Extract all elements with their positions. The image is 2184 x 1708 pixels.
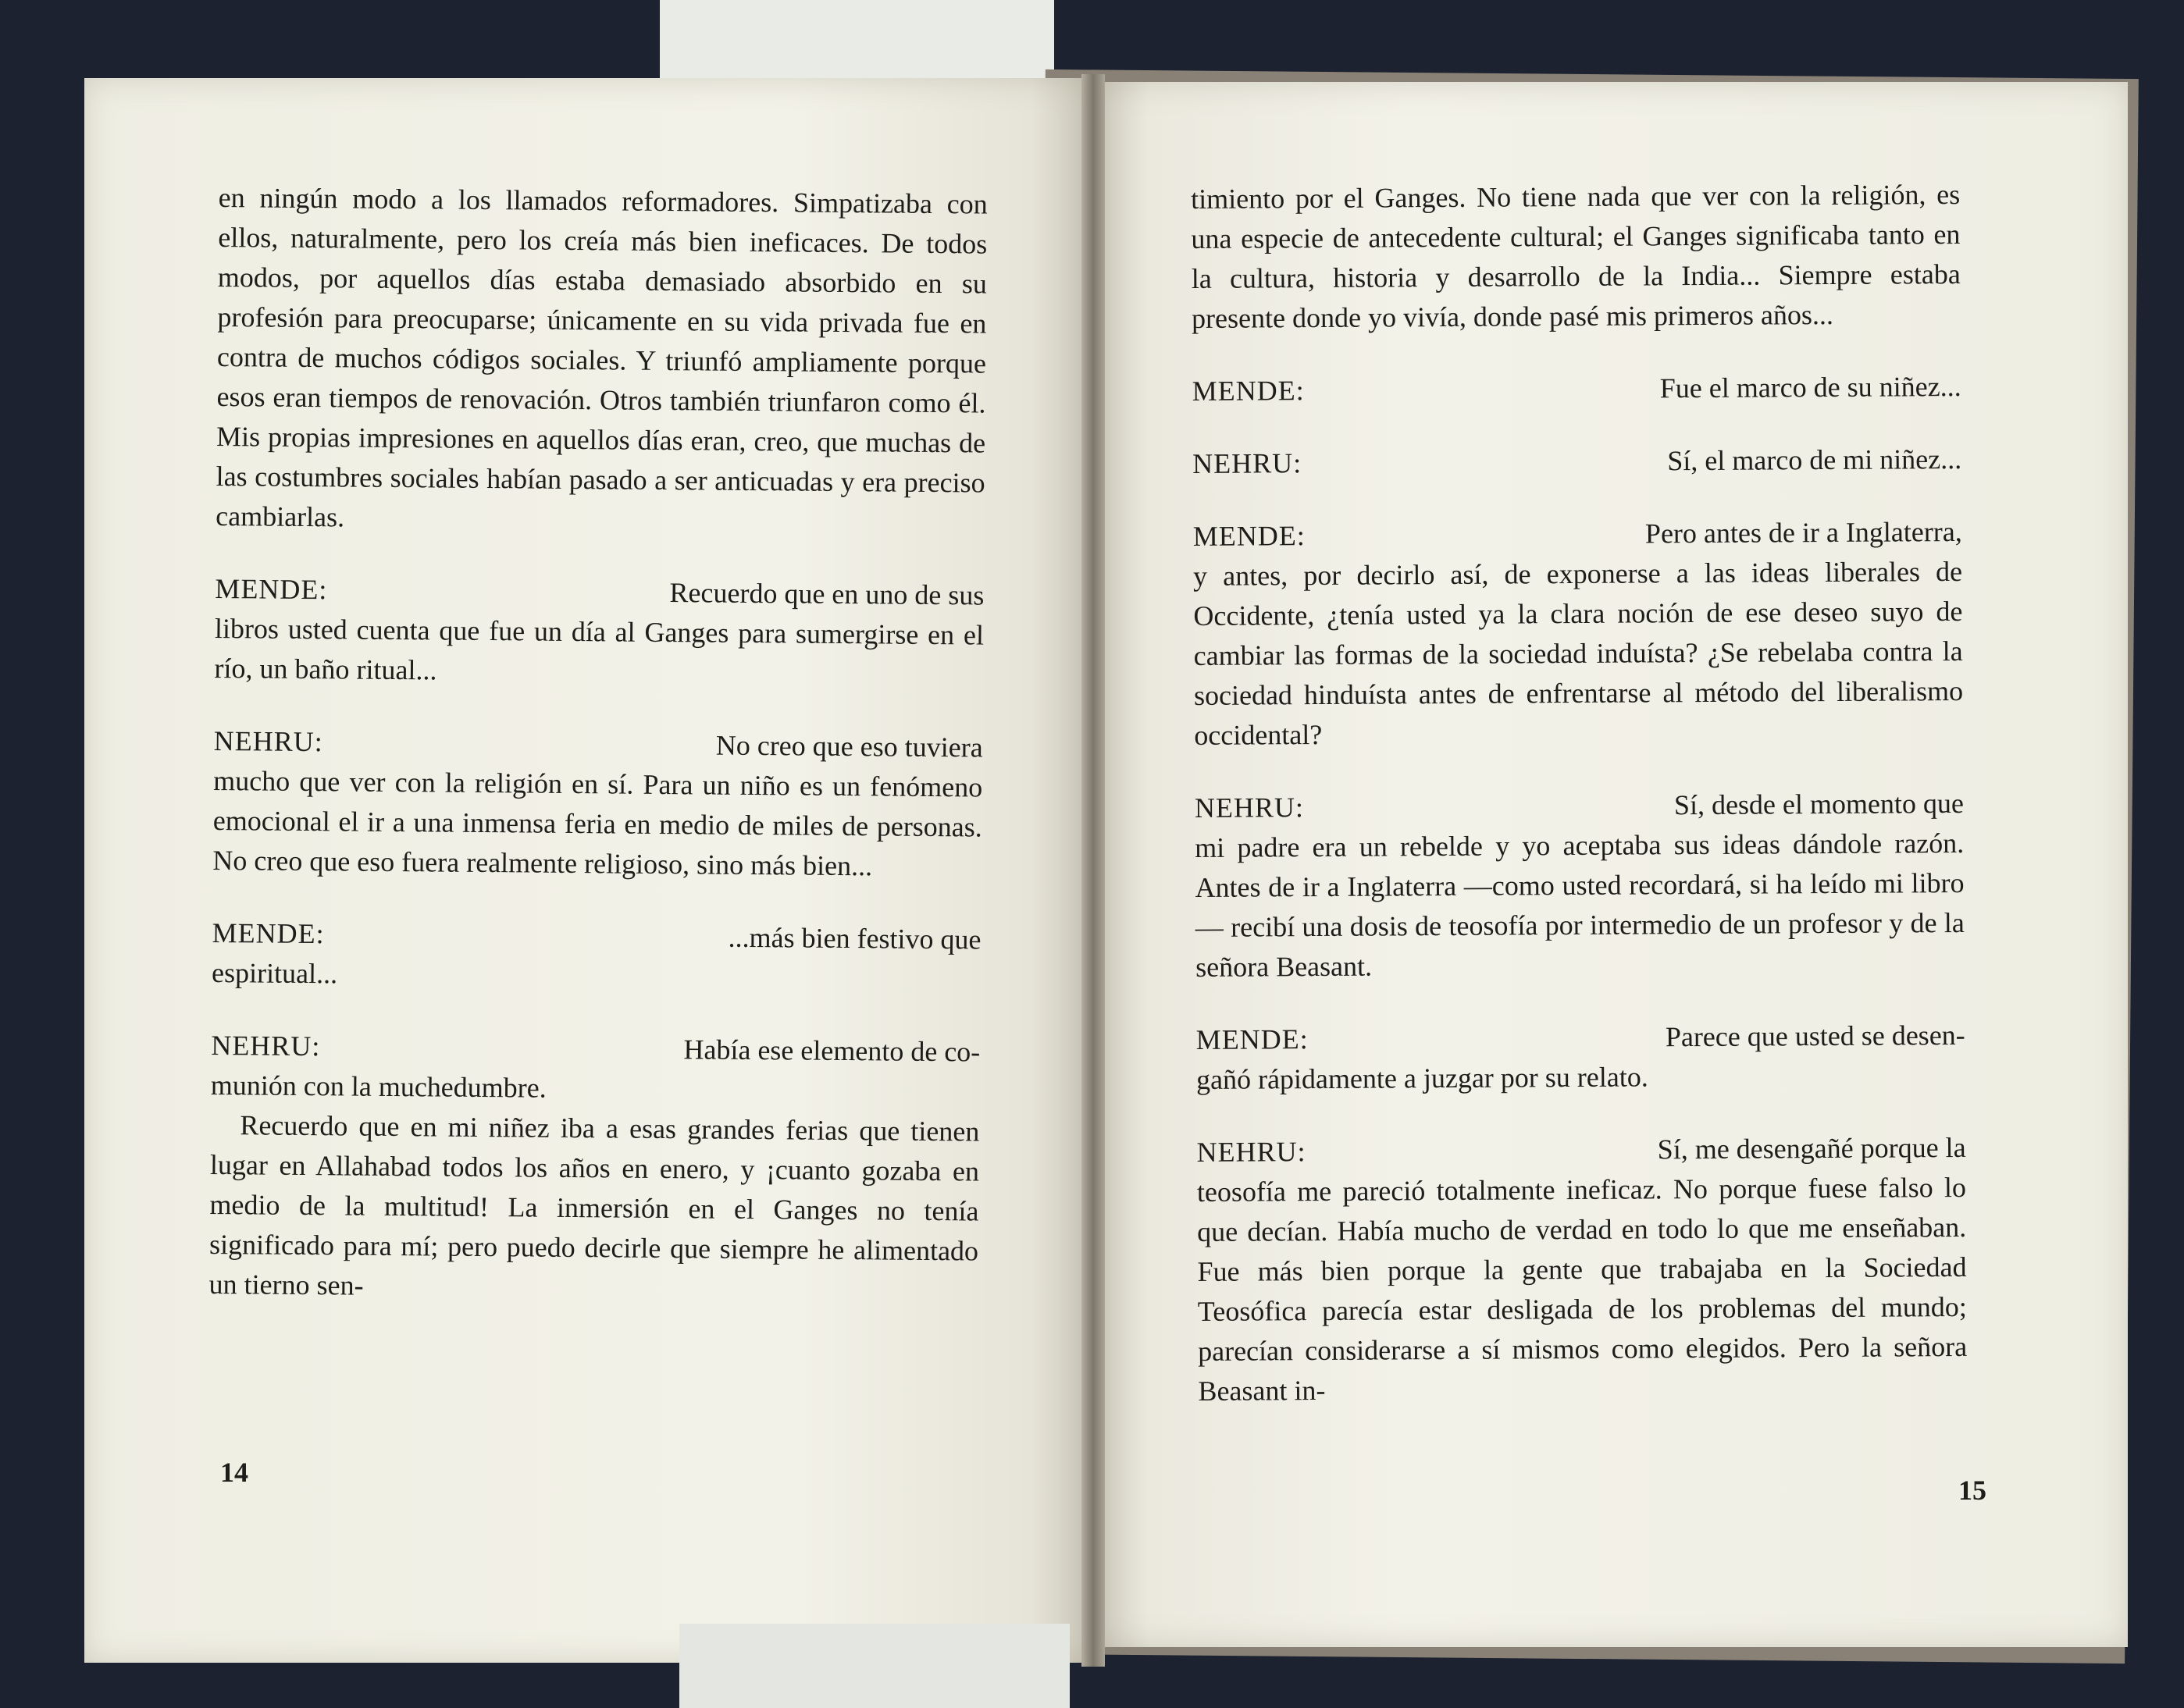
dialogue-first-line: No creo que eso tuviera xyxy=(715,729,983,763)
dialogue-block xyxy=(1192,439,1961,484)
book-spine xyxy=(1081,74,1105,1667)
dialogue-first-line: Sí, me desengañé porque la xyxy=(1657,1131,1966,1165)
speaker-label: NEHRU: xyxy=(1196,1136,1306,1168)
speaker-label: MENDE: xyxy=(1195,1023,1309,1055)
dialogue-block xyxy=(212,913,982,1000)
dialogue-block xyxy=(214,569,984,696)
paragraph: Recuerdo que en mi niñez iba a esas grandes ferias que tienen lugar en Allahabad todos los años en enero, y ¡cuanto gozaba en medio de la multitud! La inmersión en el Ganges no tenía significado para mí; pero puedo decirle que siempre he alimentado un tierno sen- xyxy=(208,1109,980,1301)
dialogue-first-line: ...más bien festivo que xyxy=(728,921,982,955)
dialogue-block xyxy=(211,1026,981,1112)
dialogue-block xyxy=(1193,512,1964,756)
bookmark-bottom xyxy=(679,1624,1070,1708)
dialogue-text: mucho que ver con la religión en sí. Para un niño es un fenómeno emocional el ir a una inmensa feria en medio de miles de personas. No creo que eso fuera realmente religioso, sino más bien... xyxy=(212,764,983,882)
dialogue-first-line: Había ese elemento de co- xyxy=(683,1034,981,1068)
paragraph: timiento por el Ganges. No tiene nada que ver con la religión, es una especie de antecedente cultural; el Ganges significaba tanto en la cultura, historia y desarrollo de la India... Siempre estaba presente donde yo vivía, donde pasé mis primeros años... xyxy=(1191,178,1961,334)
dialogue-text: libros usted cuenta que fue un día al Ganges para sumergirse en el río, un baño ritual... xyxy=(214,612,985,686)
dialogue-first-line: Fue el marco de su niñez... xyxy=(1659,370,1961,404)
dialogue-text: munión con la muchedumbre. xyxy=(210,1069,547,1104)
speaker-label: NEHRU: xyxy=(213,724,323,758)
page-number-right: 15 xyxy=(1958,1475,1986,1506)
dialogue-first-line: Pero antes de ir a Inglaterra, xyxy=(1644,515,1962,550)
speaker-label: NEHRU: xyxy=(211,1029,321,1062)
left-page-text xyxy=(208,178,988,1311)
dialogue-text: teosofía me pareció totalmente ineficaz. No porque fuese falso lo que decían. Había mucho de verdad en todo lo que me enseñaban. Fue más bien porque la gente que trabajaba en la Sociedad Teosófica parecía estar desligada de los problemas del mundo; parecían considerarse a sí mismos como elegidos. Pero la señora Beasant in- xyxy=(1196,1171,1968,1407)
paragraph: en ningún modo a los llamados reformadores. Simpatizaba con ellos, naturalmente, pero los creía más bien ineficaces. De todos modos, por aquellos días estaba demasiado absorbido en su profesión para preocuparse; únicamente en su vida privada fue en contra de muchos códigos sociales. Y triunfó ampliamente porque esos eran tiempos de renovación. Otros también triunfaron como él. Mis propias impresiones en aquellos días eran, creo, que muchas de las costumbres sociales habían pasado a ser anticuadas y era preciso cambiarlas. xyxy=(216,181,988,533)
speaker-label: MENDE: xyxy=(212,916,325,950)
speaker-label: NEHRU: xyxy=(1192,447,1302,479)
dialogue-block xyxy=(1196,1128,1967,1411)
dialogue-text: y antes, por decirlo así, de exponerse a las ideas liberales de Occidente, ¿tenía usted ya la clara noción de ese deseo suyo de cambiar las formas de la sociedad induísta? ¿Se rebelaba contra la sociedad hinduísta antes de enfrentarse al método del liberalismo occidental? xyxy=(1192,555,1964,751)
dialogue-text: espiritual... xyxy=(211,956,338,990)
speaker-label: NEHRU: xyxy=(1194,792,1305,824)
dialogue-block xyxy=(212,721,983,888)
dialogue-first-line: Sí, desde el momento que xyxy=(1673,787,1965,821)
page-number-left: 14 xyxy=(220,1457,248,1488)
right-page-text xyxy=(1191,175,1968,1411)
dialogue-first-line: Recuerdo que en uno de sus xyxy=(669,577,985,611)
speaker-label: MENDE: xyxy=(1192,520,1306,552)
dialogue-text: mi padre era un rebelde y yo aceptaba sus ideas dándole razón. Antes de ir a Inglaterra —como usted recordará, si ha leído mi libro— recibí una dosis de teosofía por intermedio de un profesor y de la señora Beasant. xyxy=(1195,827,1965,983)
dialogue-first-line: Sí, el marco de mi niñez... xyxy=(1667,443,1962,477)
dialogue-block xyxy=(1196,1016,1966,1100)
speaker-label: MENDE: xyxy=(1192,375,1305,407)
dialogue-first-line: Parece que usted se desen- xyxy=(1665,1019,1965,1053)
speaker-label: MENDE: xyxy=(215,572,328,606)
dialogue-block xyxy=(1192,367,1961,411)
dialogue-block xyxy=(1195,784,1965,987)
dialogue-text: gañó rápidamente a juzgar por su relato. xyxy=(1195,1061,1648,1095)
